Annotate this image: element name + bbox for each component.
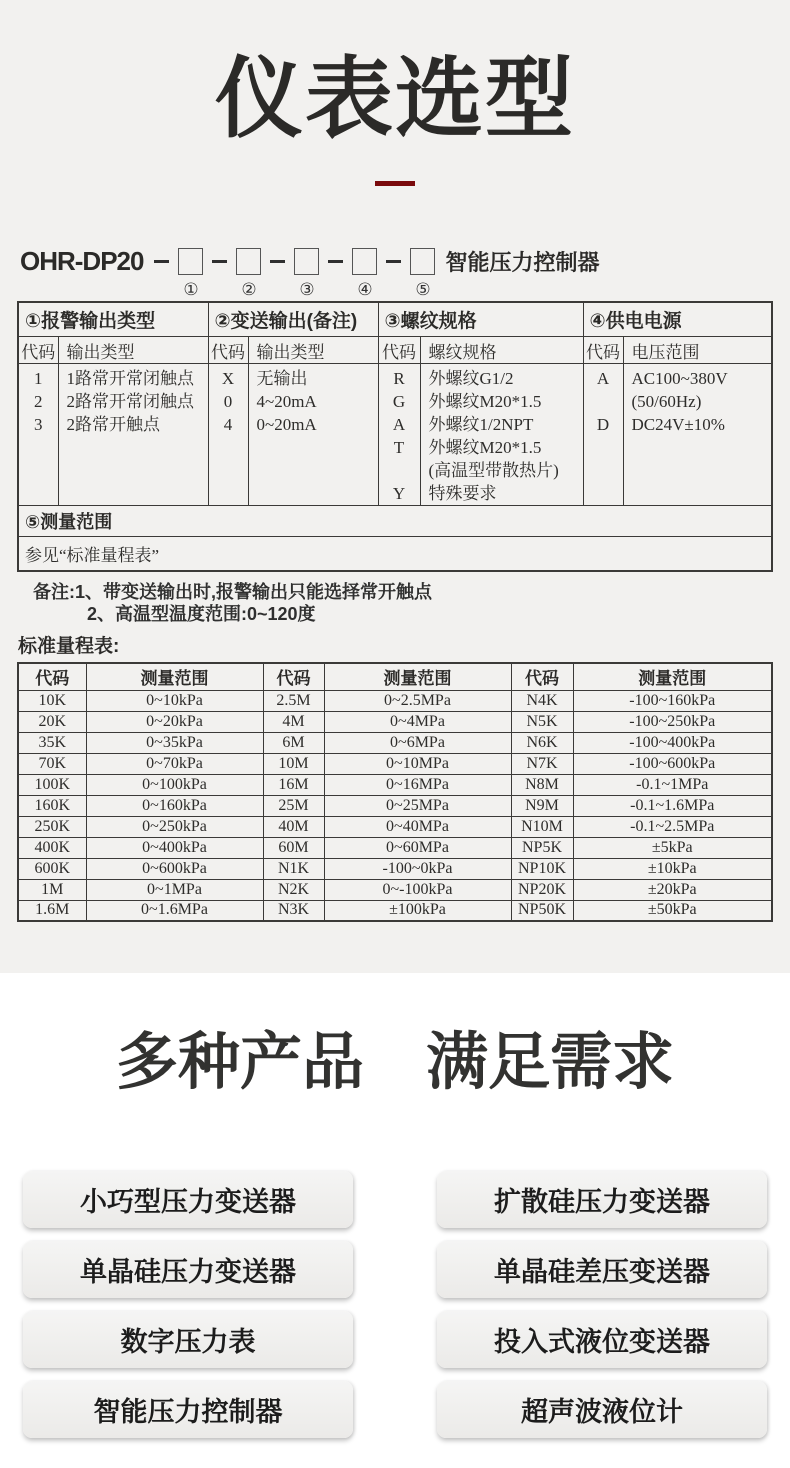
range-cell: N6K (511, 732, 573, 753)
product-button-label: 单晶硅压力变送器 (80, 1257, 296, 1287)
range-cell: 10K (18, 690, 86, 711)
range-cell: 250K (18, 816, 86, 837)
product-button[interactable] (23, 1311, 353, 1368)
range-cell: N4K (511, 690, 573, 711)
product-button-label: 投入式液位变送器 (494, 1327, 710, 1357)
range-cell: 400K (18, 837, 86, 858)
range-table-row (18, 753, 772, 774)
range-cell: 0~35kPa (86, 732, 263, 753)
product-button-label: 智能压力控制器 (93, 1397, 283, 1427)
product-button[interactable] (437, 1311, 767, 1368)
column-header-code: 代码 (208, 337, 248, 364)
range-cell: 35K (18, 732, 86, 753)
product-button-label: 数字压力表 (120, 1327, 256, 1357)
value-line: 4~20mA (256, 392, 317, 411)
value-line: 1路常开常闭触点 (66, 369, 194, 388)
range-cell: ±50kPa (573, 900, 772, 921)
range-row-title: ⑤测量范围 (18, 506, 772, 537)
product-button[interactable] (23, 1381, 353, 1438)
product-button-label: 扩散硅压力变送器 (494, 1187, 710, 1217)
range-row-note: 参见“标准量程表” (18, 537, 772, 572)
column-header-value: 输出类型 (58, 337, 208, 364)
selection-table-body-row (18, 364, 772, 506)
model-prefix: OHR-DP20 (20, 246, 144, 276)
range-title-row (18, 506, 772, 537)
range-cell: 0~1.6MPa (86, 900, 263, 921)
model-code-slots (145, 248, 435, 300)
range-cell: 2.5M (263, 690, 324, 711)
model-position-number: ② (241, 280, 257, 300)
value-line: (50/60Hz) (631, 392, 702, 411)
range-cell: 20K (18, 711, 86, 732)
range-cell: N7K (511, 753, 573, 774)
range-cell: ±10kPa (573, 858, 772, 879)
range-cell: 0~20kPa (86, 711, 263, 732)
code-line: 3 (34, 415, 43, 434)
product-button[interactable] (437, 1241, 767, 1298)
model-dash (270, 260, 285, 263)
note-line-1: 备注:1、带变送输出时,报警输出只能选择常开触点 (33, 582, 433, 602)
range-table-row (18, 837, 772, 858)
column-header-value: 输出类型 (248, 337, 378, 364)
range-cell: NP5K (511, 837, 573, 858)
range-cell: ±5kPa (573, 837, 772, 858)
model-dash (386, 260, 401, 263)
value-line: 2路常开常闭触点 (66, 392, 194, 411)
range-header-cell: 测量范围 (573, 663, 772, 690)
section-title: ④供电电源 (583, 302, 772, 337)
range-cell: 0~600kPa (86, 858, 263, 879)
range-cell: 0~16MPa (324, 774, 511, 795)
product-button[interactable] (437, 1381, 767, 1438)
model-code-box-4 (352, 248, 377, 300)
selection-table-header-row (18, 302, 772, 337)
code-line: 0 (223, 392, 233, 411)
range-cell: 0~70kPa (86, 753, 263, 774)
range-table-row (18, 711, 772, 732)
range-cell: 0~60MPa (324, 837, 511, 858)
notes-block (33, 581, 790, 625)
range-cell: N10M (511, 816, 573, 837)
range-cell: -100~400kPa (573, 732, 772, 753)
range-cell: 0~6MPa (324, 732, 511, 753)
model-code-row (20, 246, 790, 300)
product-button-label: 超声波液位计 (521, 1397, 683, 1427)
code-line: A (392, 415, 406, 434)
range-cell: 16M (263, 774, 324, 795)
range-table-row (18, 858, 772, 879)
range-cell: -100~0kPa (324, 858, 511, 879)
column-header-code: 代码 (378, 337, 420, 364)
value-line: AC100~380V (631, 369, 728, 388)
section-title: ②变送输出(备注) (208, 302, 378, 337)
code-line: X (221, 369, 235, 388)
range-header-cell: 测量范围 (86, 663, 263, 690)
code-line: D (596, 415, 610, 434)
range-cell: 4M (263, 711, 324, 732)
range-cell: -100~600kPa (573, 753, 772, 774)
value-line: 外螺纹1/2NPT (428, 415, 534, 434)
product-button[interactable] (23, 1171, 353, 1228)
range-cell: 1.6M (18, 900, 86, 921)
code-line: T (393, 438, 405, 457)
model-position-number: ⑤ (415, 280, 431, 300)
range-table-label: 标准量程表: (18, 636, 120, 657)
section-title: ①报警输出类型 (18, 302, 208, 337)
range-cell: ±20kPa (573, 879, 772, 900)
product-button-grid (23, 1171, 767, 1438)
standard-range-table (17, 662, 773, 922)
range-cell: N1K (263, 858, 324, 879)
product-button-label: 小巧型压力变送器 (80, 1187, 296, 1217)
value-list-cell (248, 364, 378, 506)
model-position-number: ③ (299, 280, 315, 300)
range-cell: 1M (18, 879, 86, 900)
range-cell: -0.1~2.5MPa (573, 816, 772, 837)
model-code-box-1 (178, 248, 203, 300)
code-line: 2 (34, 392, 43, 411)
model-dash (212, 260, 227, 263)
products-heading-part1: 多种产品 (115, 1028, 364, 1097)
range-table-row (18, 732, 772, 753)
range-cell: 60M (263, 837, 324, 858)
column-header-code: 代码 (583, 337, 623, 364)
code-list-cell (18, 364, 58, 506)
range-table-row (18, 774, 772, 795)
range-cell: N2K (263, 879, 324, 900)
range-cell: 0~40MPa (324, 816, 511, 837)
value-list-cell (420, 364, 583, 506)
model-suffix: 智能压力控制器 (445, 250, 600, 275)
value-list-cell (623, 364, 772, 506)
section-title: ③螺纹规格 (378, 302, 583, 337)
range-cell: 100K (18, 774, 86, 795)
code-list-cell (208, 364, 248, 506)
range-table-header-row (18, 663, 772, 690)
value-line: 外螺纹G1/2 (428, 369, 514, 388)
model-dash (154, 260, 169, 263)
code-list-cell (378, 364, 420, 506)
code-list-cell (583, 364, 623, 506)
code-line: G (392, 392, 406, 411)
range-cell: 0~4MPa (324, 711, 511, 732)
products-section (0, 1028, 790, 1438)
range-cell: 0~100kPa (86, 774, 263, 795)
range-cell: -0.1~1MPa (573, 774, 772, 795)
range-cell: N8M (511, 774, 573, 795)
range-cell: NP50K (511, 900, 573, 921)
selection-table (17, 301, 773, 572)
value-list-cell (58, 364, 208, 506)
range-header-cell: 测量范围 (324, 663, 511, 690)
range-cell: 40M (263, 816, 324, 837)
note-line-2: 2、高温型温度范围:0~120度 (87, 604, 316, 624)
model-position-number: ① (183, 280, 199, 300)
value-line: 特殊要求 (428, 484, 497, 503)
range-header-cell: 代码 (511, 663, 573, 690)
range-table-row (18, 879, 772, 900)
range-cell: 600K (18, 858, 86, 879)
value-line: 外螺纹M20*1.5 (428, 392, 542, 411)
range-cell: 0~10kPa (86, 690, 263, 711)
code-line: Y (392, 484, 406, 503)
model-dash (328, 260, 343, 263)
products-heading-part2: 满足需求 (426, 1028, 675, 1097)
range-cell: 0~160kPa (86, 795, 263, 816)
code-line: A (596, 369, 610, 388)
range-cell: 70K (18, 753, 86, 774)
code-line: R (393, 369, 405, 388)
range-header-cell: 代码 (18, 663, 86, 690)
range-cell: N3K (263, 900, 324, 921)
column-header-value: 电压范围 (623, 337, 772, 364)
range-cell: N5K (511, 711, 573, 732)
range-cell: 160K (18, 795, 86, 816)
column-header-code: 代码 (18, 337, 58, 364)
value-line: 无输出 (256, 369, 308, 388)
range-table-row (18, 690, 772, 711)
range-cell: 0~2.5MPa (324, 690, 511, 711)
code-line: 1 (34, 369, 43, 388)
value-line: 外螺纹M20*1.5 (428, 438, 542, 457)
range-cell: ±100kPa (324, 900, 511, 921)
range-cell: 25M (263, 795, 324, 816)
range-note-row (18, 537, 772, 572)
page-title: 仪表选型 (214, 49, 575, 148)
range-cell: -100~160kPa (573, 690, 772, 711)
model-position-number: ④ (357, 280, 373, 300)
range-cell: NP20K (511, 879, 573, 900)
range-table-row (18, 795, 772, 816)
range-header-cell: 代码 (263, 663, 324, 690)
model-code-box-3 (294, 248, 319, 300)
value-line: (高温型带散热片) (428, 461, 559, 480)
range-cell: 0~25MPa (324, 795, 511, 816)
model-code-box-2 (236, 248, 261, 300)
value-line: 0~20mA (256, 415, 317, 434)
product-button[interactable] (437, 1171, 767, 1228)
title-accent-dash (375, 181, 415, 186)
range-cell: -0.1~1.6MPa (573, 795, 772, 816)
selection-table-subheader-row (18, 337, 772, 364)
product-button-label: 单晶硅差压变送器 (494, 1257, 710, 1287)
range-cell: 10M (263, 753, 324, 774)
column-header-value: 螺纹规格 (420, 337, 583, 364)
range-cell: 0~400kPa (86, 837, 263, 858)
range-cell: 0~250kPa (86, 816, 263, 837)
code-line: 4 (223, 415, 233, 434)
range-cell: -100~250kPa (573, 711, 772, 732)
products-heading (0, 1028, 790, 1097)
range-cell: 0~10MPa (324, 753, 511, 774)
range-cell: N9M (511, 795, 573, 816)
range-cell: 6M (263, 732, 324, 753)
range-table-row (18, 816, 772, 837)
range-cell: NP10K (511, 858, 573, 879)
range-table-row (18, 900, 772, 921)
model-code-box-5 (410, 248, 435, 300)
code-line (379, 459, 420, 482)
range-cell: 0~-100kPa (324, 879, 511, 900)
product-button[interactable] (23, 1241, 353, 1298)
value-line: 2路常开触点 (66, 415, 160, 434)
code-line (584, 390, 623, 413)
range-cell: 0~1MPa (86, 879, 263, 900)
value-line: DC24V±10% (631, 415, 725, 434)
